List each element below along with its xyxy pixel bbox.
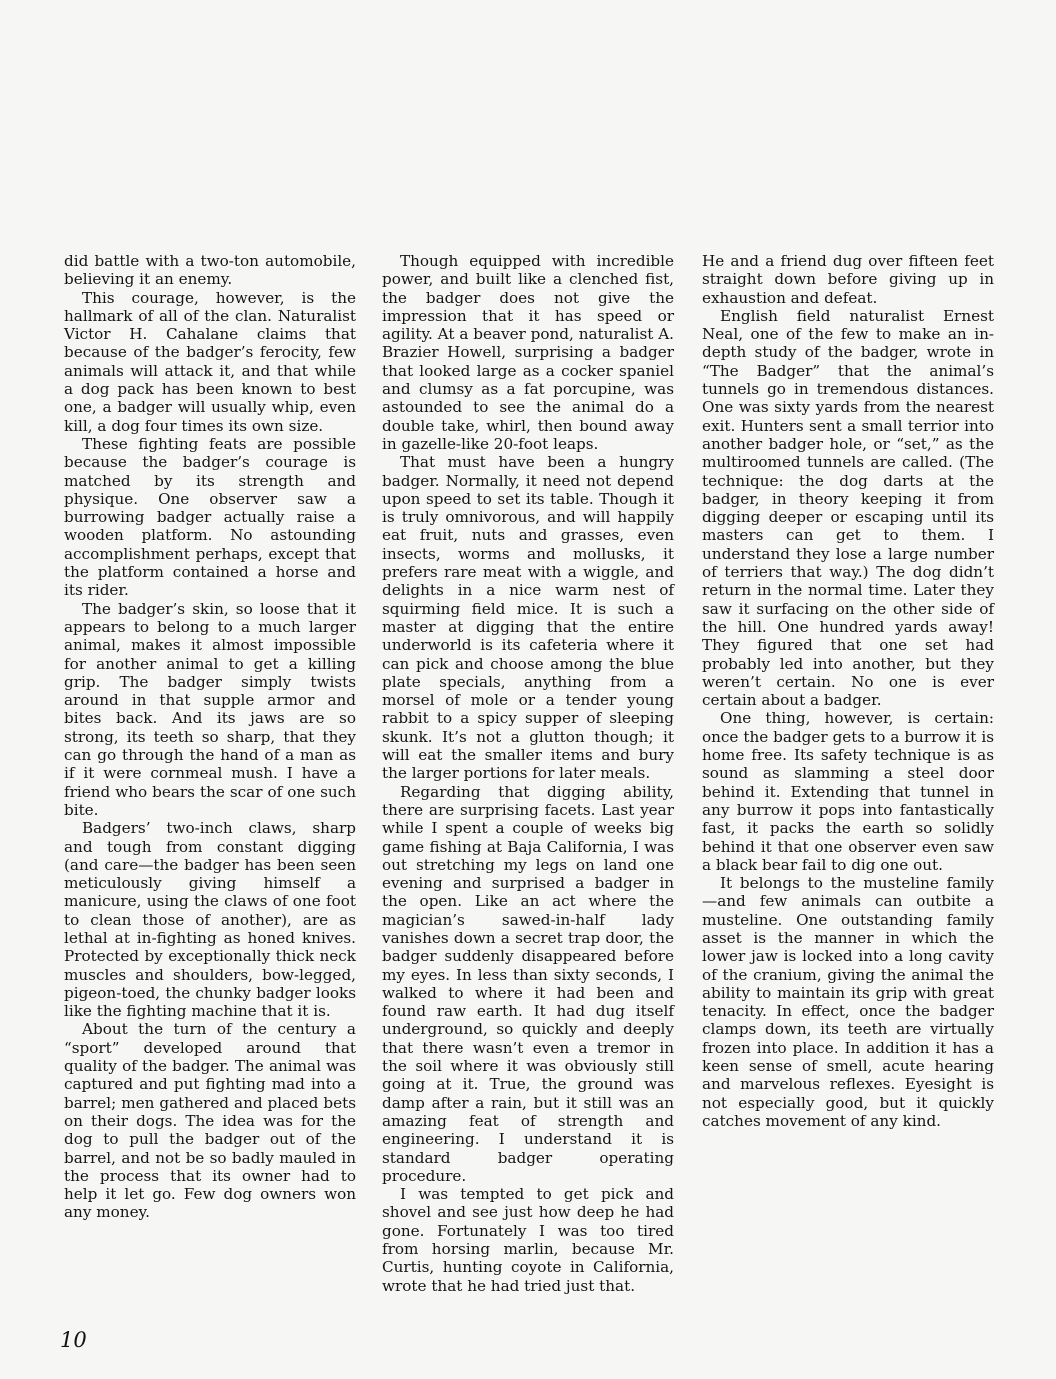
text-column-left bbox=[64, 252, 356, 1222]
paragraph: The badger’s skin, so loose that it appears to belong to a much larger animal, makes it almost impossible for another animal to get a killing grip. The badger simply twists around in that supple armor and bites back. And its jaws are so strong, its teeth so sharp, that they can go through the hand of a man as if it were cornmeal mush. I have a friend who bears the scar of one such bite. bbox=[64, 599, 356, 819]
page-number: 10 bbox=[60, 1328, 87, 1352]
text-column-right bbox=[702, 252, 994, 1130]
paragraph: One thing, however, is certain: once the badger gets to a burrow it is home free. Its safety technique is as sound as slamming a steel door behind it. Extending that tunnel in any burrow it pops into fantastically fast, it packs the earth so solidly behind it that one observer even saw a black bear fail to dig one out. bbox=[702, 709, 994, 874]
paragraph: I was tempted to get pick and shovel and see just how deep he had gone. Fortunately I was too tired from horsing marlin, because Mr. Curtis, hunting coyote in California, wrote that he had tried just that. bbox=[382, 1185, 674, 1295]
paragraph: Regarding that digging ability, there are surprising facets. Last year while I spent a couple of weeks big game fishing at Baja California, I was out stretching my legs on land one evening and surprised a badger in the open. Like an act where the magician’s sawed-in-half lady vanishes down a secret trap door, the badger suddenly disappeared before my eyes. In less than sixty seconds, I walked to where it had been and found raw earth. It had dug itself underground, so quickly and deeply that there wasn’t even a tremor in the soil where it was obviously still going at it. True, the ground was damp after a rain, but it still was an amazing feat of strength and engineering. I understand it is standard badger operating procedure. bbox=[382, 782, 674, 1185]
paragraph: These fighting feats are possible because the badger’s courage is matched by its strength and physique. One observer saw a burrowing badger actually raise a wooden platform. No astounding accomplishment perhaps, except that the platform contained a horse and its rider. bbox=[64, 434, 356, 600]
paragraph: This courage, however, is the hallmark of all of the clan. Naturalist Victor H. Cahalane claims that because of the badger’s ferocity, few animals will attack it, and that while a dog pack has been known to best one, a badger will usually whip, even kill, a dog four times its own size. bbox=[64, 288, 356, 435]
paragraph: Badgers’ two-inch claws, sharp and tough from constant digging (and care—the badger has been seen meticulously giving himself a manicure, using the claws of one foot to clean those of another), are as lethal at in-fighting as honed knives. Protected by exceptionally thick neck muscles and shoulders, bow-legged, pigeon-toed, the chunky badger looks like the fighting machine that it is. bbox=[64, 819, 356, 1021]
paragraph: It belongs to the musteline family—and few animals can outbite a musteline. One outstanding family asset is the manner in which the lower jaw is locked into a long cavity of the cranium, giving the animal the ability to maintain its grip with great tenacity. In effect, once the badger clamps down, its teeth are virtually frozen into place. In addition it has a keen sense of smell, acute hearing and marvelous reflexes. Eyesight is not especially good, but it quickly catches movement of any kind. bbox=[702, 874, 994, 1130]
text-column-middle bbox=[382, 252, 674, 1295]
paragraph: That must have been a hungry badger. Normally, it need not depend upon speed to set its table. Though it is truly omnivorous, and will happily eat fruit, nuts and grasses, even insects, worms and mollusks, it prefers rare meat with a wiggle, and delights in a nice warm nest of squirming field mice. It is such a master at digging that the entire underworld is its cafeteria where it can pick and choose among the blue plate specials, anything from a morsel of mole or a tender young rabbit to a spicy supper of sleeping skunk. It’s not a glutton though; it will eat the smaller items and bury the larger portions for later meals. bbox=[382, 453, 674, 783]
paragraph: Though equipped with incredible power, and built like a clenched fist, the badger does not give the impression that it has speed or agility. At a beaver pond, naturalist A. Brazier Howell, surprising a badger that looked large as a cocker spaniel and clumsy as a fat porcupine, was astounded to see the animal do a double take, whirl, then bound away in gazelle-like 20-foot leaps. bbox=[382, 252, 674, 453]
paragraph: He and a friend dug over fifteen feet straight down before giving up in exhaustion and defeat. bbox=[702, 252, 994, 307]
paragraph: did battle with a two-ton automobile, believing it an enemy. bbox=[64, 252, 356, 289]
paragraph: About the turn of the century a “sport” developed around that quality of the badger. The animal was captured and put fighting mad into a barrel; men gathered and placed bets on their dogs. The idea was for the dog to pull the badger out of the barrel, and not be so badly mauled in the process that its owner had to help it let go. Few dog owners won any money. bbox=[64, 1020, 356, 1222]
paragraph: English field naturalist Ernest Neal, one of the few to make an in-depth study of the badger, wrote in “The Badger” that the animal’s tunnels go in tremendous distances. One was sixty yards from the nearest exit. Hunters sent a small terrior into another badger hole, or “set,” as the multiroomed tunnels are called. (The technique: the dog darts at the badger, in theory keeping it from digging deeper or escaping until its masters can get to them. I understand they lose a large number of terriers that way.) The dog didn’t return in the normal time. Later they saw it surfacing on the other side of the hill. One hundred yards away! They figured that one set had probably led into another, but they weren’t certain. No one is ever certain about a badger. bbox=[702, 306, 994, 710]
